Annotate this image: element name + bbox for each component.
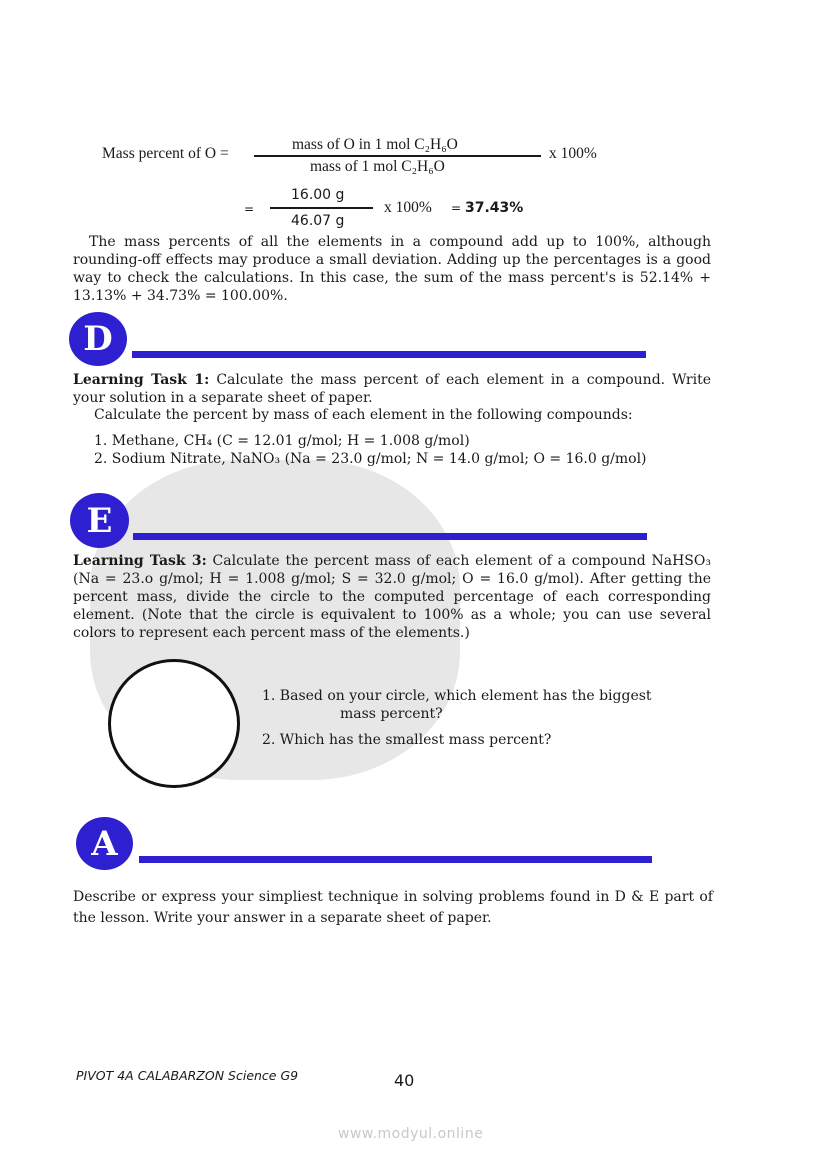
page-number: 40 — [394, 1071, 415, 1090]
section-a-letter: A — [91, 823, 118, 864]
formula-result: 37.43% — [465, 200, 524, 216]
question-1-line-1: 1. Based on your circle, which element has the biggest — [262, 688, 652, 704]
formula-times-100-2: x 100% — [384, 199, 432, 216]
section-d-badge — [69, 312, 127, 366]
question-2: 2. Which has the smallest mass percent? — [262, 732, 552, 748]
task1-item-2: 2. Sodium Nitrate, NaNO₃ (Na = 23.0 g/mol; N = 14.0 g/mol; O = 16.0 g/mol) — [94, 451, 647, 467]
section-a-bar — [139, 856, 652, 863]
section-e-letter: E — [86, 500, 113, 541]
section-d-letter: D — [83, 319, 113, 359]
formula-fraction-line-2 — [270, 207, 373, 209]
task1-text: Calculate the mass percent of each element in a compound. Write your solution in a separate sheet of paper. — [73, 372, 711, 406]
task3-label: Learning Task 3: — [73, 553, 207, 569]
formula-times-100: x 100% — [549, 145, 597, 162]
formula-denominator: mass of 1 mol C₂H₆O — [310, 158, 445, 175]
formula-fraction-line — [254, 155, 541, 157]
section-a-badge — [76, 817, 133, 870]
task1-item-1: 1. Methane, CH₄ (C = 12.01 g/mol; H = 1.008 g/mol) — [94, 433, 470, 449]
section-a-paragraph: Describe or express your simpliest technique in solving problems found in D & E part of the lesson. Write your answer in a separate sheet of paper. — [73, 889, 713, 926]
formula-numerator: mass of O in 1 mol C₂H₆O — [292, 136, 458, 153]
intro-paragraph: The mass percents of all the elements in a compound add up to 100%, although rounding-off effects may produce a small deviation. Adding up the percentages is a good way to check the calculations. In this case, the sum of the mass percent's is 52.14% + 13.13% + 34.73% = 100.00%. — [73, 234, 711, 304]
formula-lhs: Mass percent of O = — [102, 145, 229, 162]
section-e-badge — [70, 493, 129, 548]
formula-equals-2: = — [244, 202, 255, 216]
formula-equals-3: = — [451, 201, 462, 215]
task3-paragraph — [73, 552, 711, 642]
section-d-bar — [132, 351, 646, 358]
task1-paragraph — [73, 371, 711, 407]
answer-circle[interactable] — [108, 659, 240, 788]
footer-left: PIVOT 4A CALABARZON Science G9 — [76, 1068, 299, 1083]
task1-label: Learning Task 1: — [73, 372, 210, 388]
section-e-bar — [133, 533, 647, 540]
task3-text: Calculate the percent mass of each element of a compound NaHSO₃ (Na = 23.o g/mol; H = 1.008 g/mol; S = 32.0 g/mol; O = 16.0 g/mol). After getting the percent mass, divide the circle to the computed percentage of each corresponding element. (Note that the circle is equivalent to 100% as a whole; you can use several colors to represent each percent mass of the elements.) — [73, 553, 711, 641]
task1-instruction: Calculate the percent by mass of each element in the following compounds: — [94, 407, 633, 423]
formula-num-2: 16.00 g — [291, 187, 345, 203]
footer-website[interactable]: www.modyul.online — [338, 1126, 484, 1142]
formula-den-2: 46.07 g — [291, 213, 345, 229]
question-1-line-2: mass percent? — [340, 706, 443, 722]
